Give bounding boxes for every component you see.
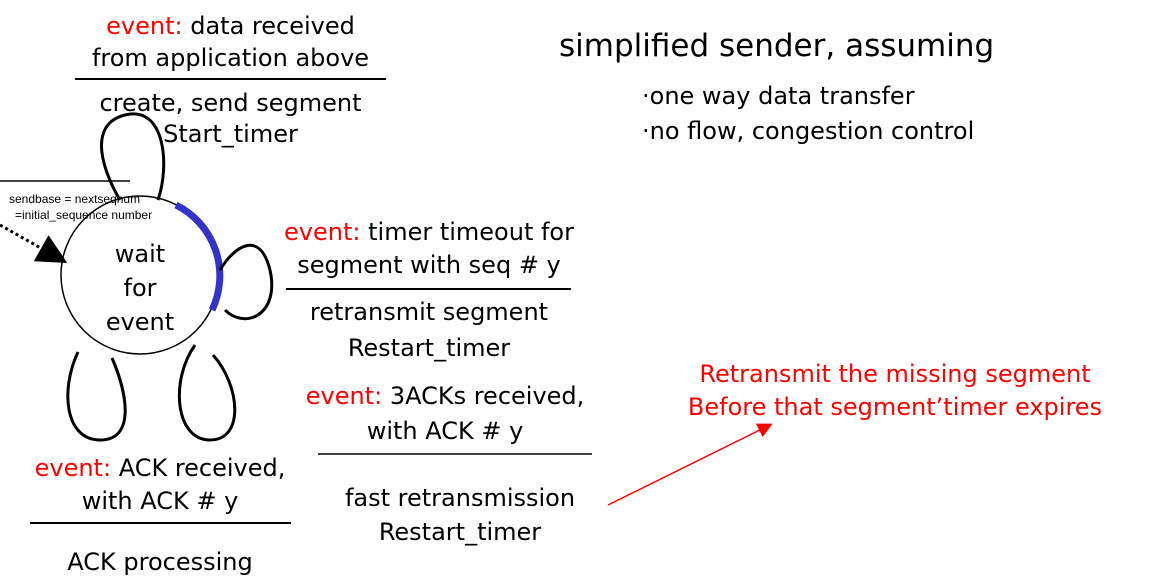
state-label-wait: wait [114,240,166,268]
note-line-2: Before that segment’timer expires [687,393,1103,421]
ack-action: ACK processing [67,548,253,576]
timeout-event: event: timer timeout for [284,218,574,246]
app-data-action: create, send segment [99,89,362,117]
init-sequence: =initial_sequence number [15,208,153,222]
assumption-item: ·one way data transfer [642,82,915,110]
self-loop-bottom-right [179,345,234,440]
note-line-1: Retransmit the missing segment [699,360,1091,388]
app-data-action-2: Start_timer [163,120,298,148]
ack-event-2: with ACK # y [81,487,239,515]
timeout-action: retransmit segment [309,298,549,326]
init-sendbase: sendbase = nextseqnum [9,192,141,206]
timeout-event-2: segment with seq # y [297,251,561,279]
state-label-event: event [105,308,175,336]
timeout-action-2: Restart_timer [347,334,511,362]
ack-event: event: ACK received, [34,454,286,482]
state-label-for: for [123,274,157,302]
three-acks-action: fast retransmission [344,484,576,512]
init-arrow [0,225,62,260]
three-acks-event: event: 3ACKs received, [305,382,585,410]
note-arrow [608,425,770,505]
self-loop-bottom-left [68,352,125,440]
self-loop-right [220,245,272,318]
page-title: simplified sender, assuming [559,28,995,64]
three-acks-action-2: Restart_timer [378,518,542,546]
assumption-item: ·no flow, congestion control [642,117,975,145]
three-acks-event-2: with ACK # y [366,417,524,445]
app-data-event-2: from application above [91,44,370,72]
app-data-event: event: data received [106,12,355,40]
